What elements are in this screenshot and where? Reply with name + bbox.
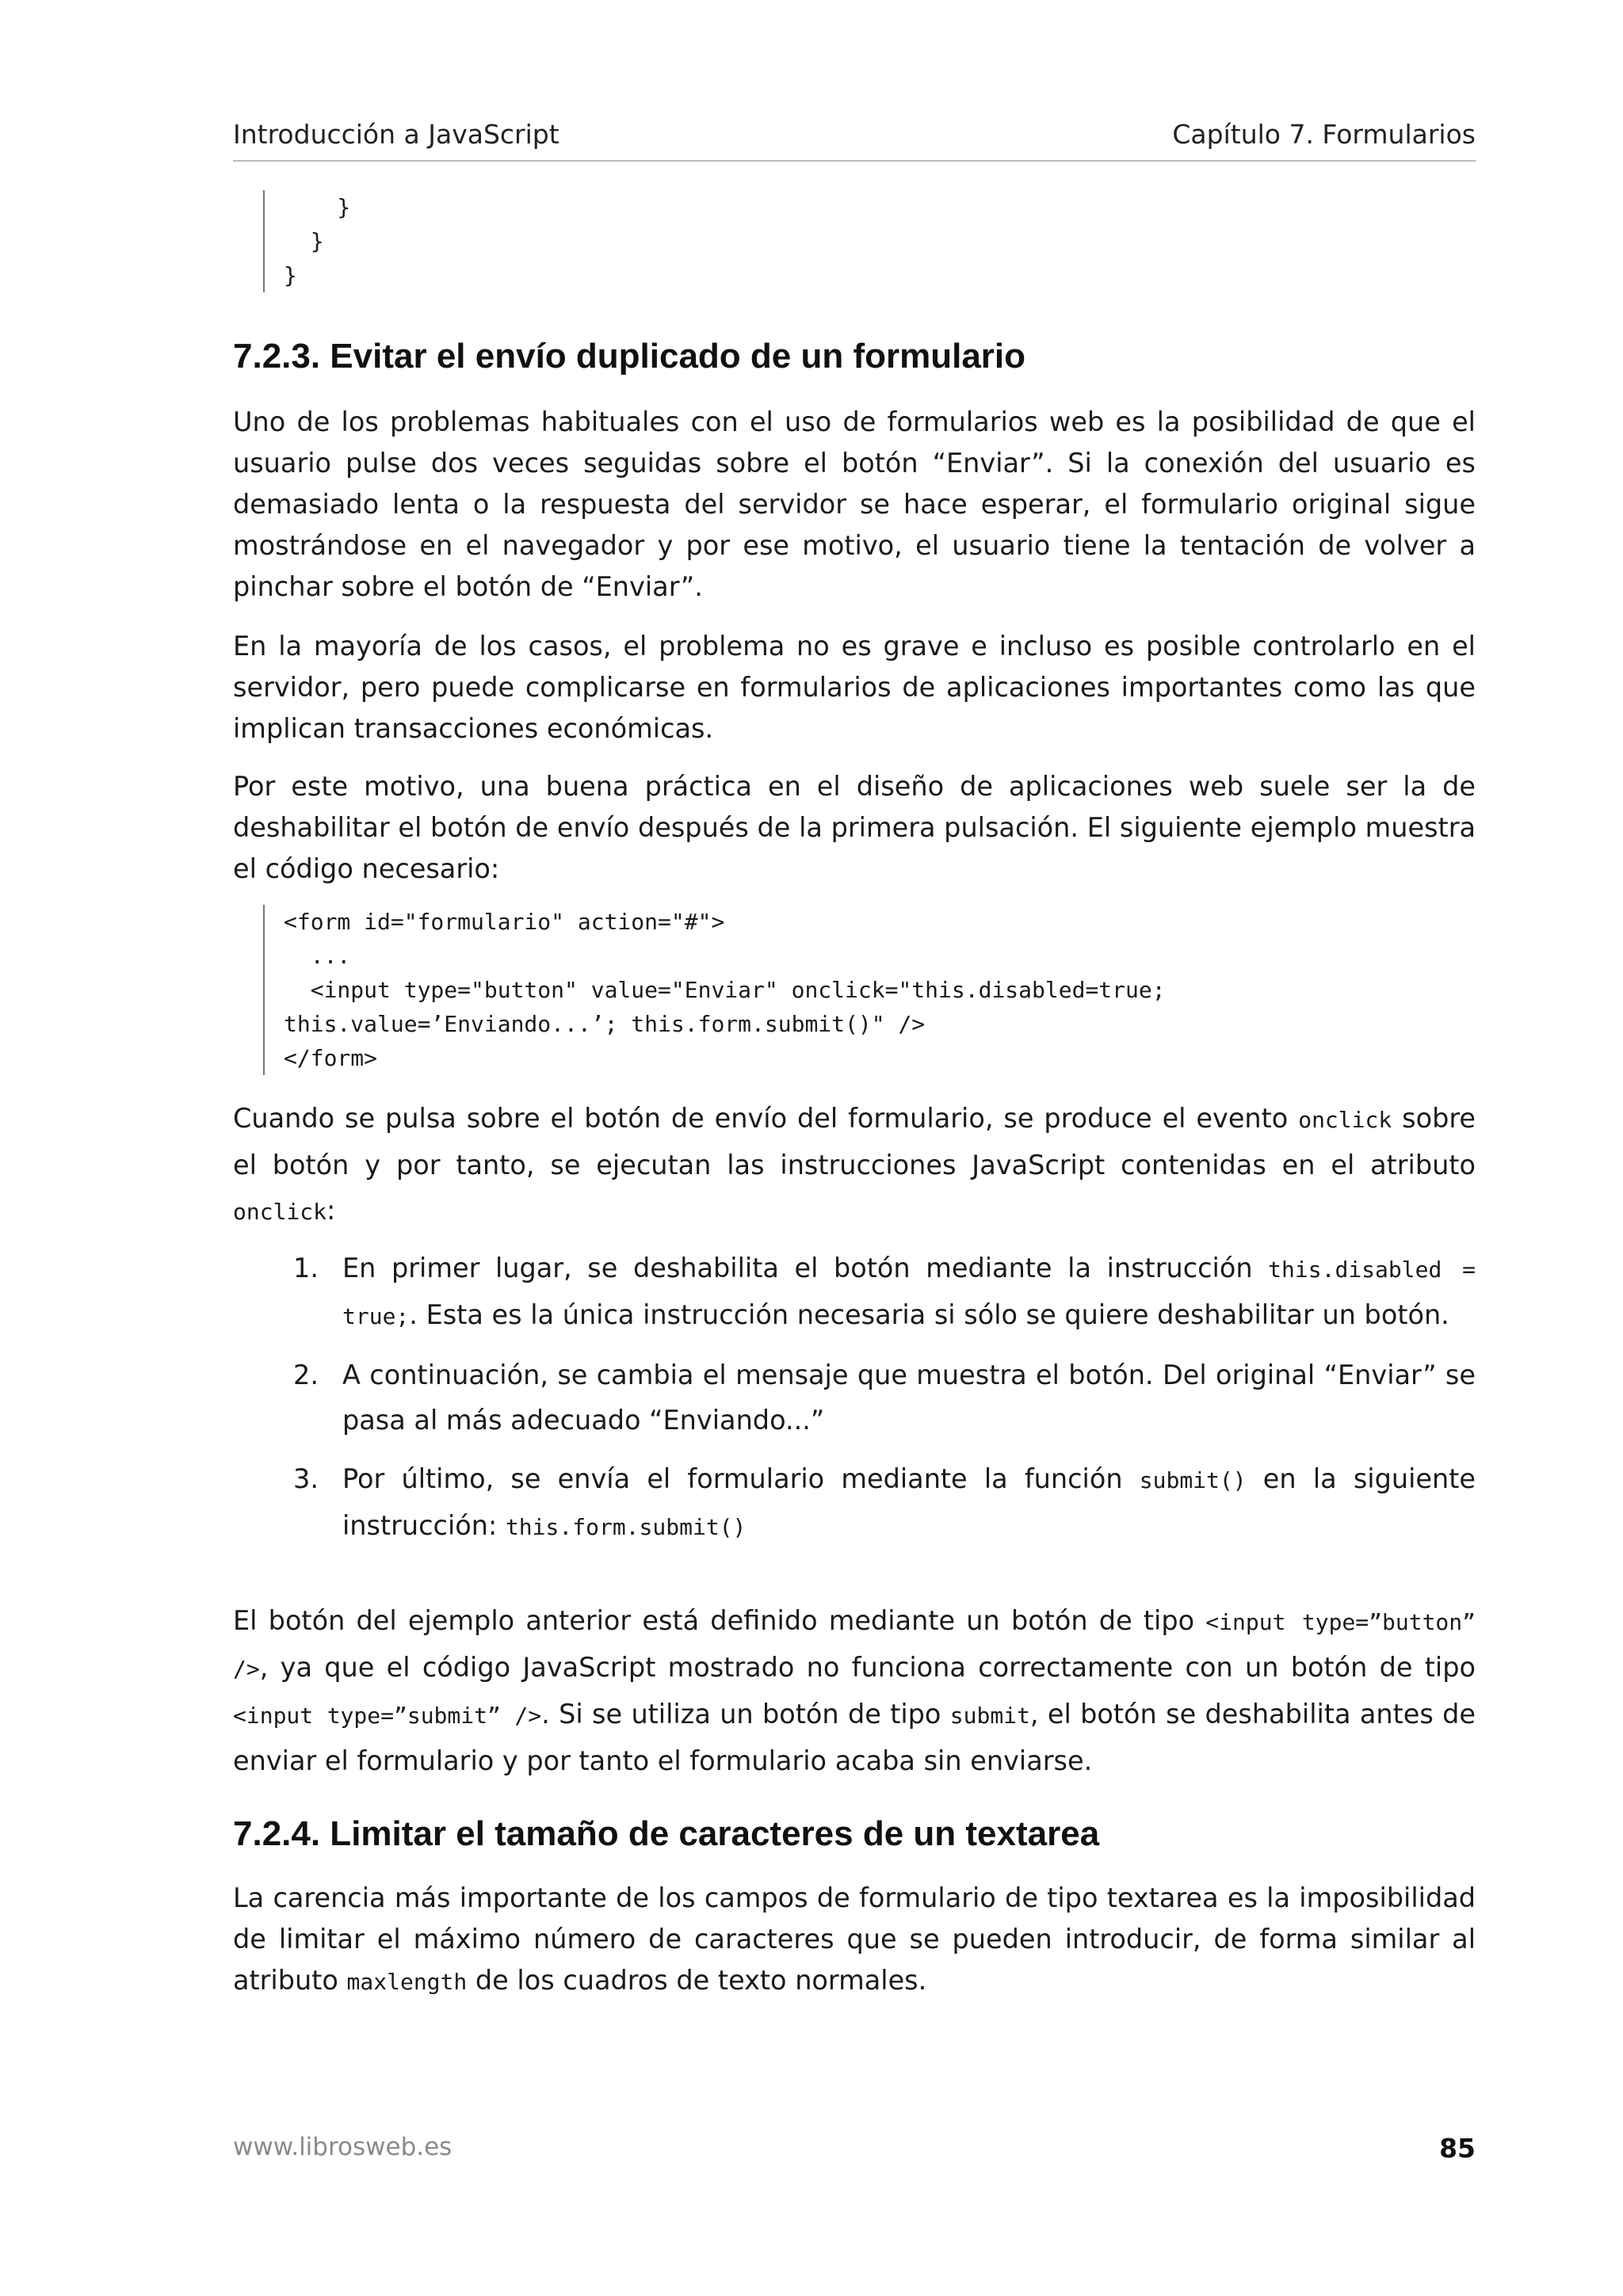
section-heading-7-2-4: 7.2.4. Limitar el tamaño de caracteres de un textarea [233, 1814, 1100, 1853]
paragraph: Cuando se pulsa sobre el botón de envío del formulario, se produce el evento onclick sobre el botón y por tanto, se ejecutan las instrucciones JavaScript contenidas en el atributo onclick: [233, 1103, 1476, 1226]
inline-code: this.form.submit() [505, 1514, 747, 1540]
inline-code: submit [949, 1703, 1030, 1729]
code-line: } [284, 262, 297, 288]
page-header [233, 119, 1476, 162]
paragraph: Por este motivo, una buena práctica en el diseño de aplicaciones web suele ser la de deshabilitar el botón de envío después de la primera pulsación. El siguiente ejemplo muestra el código necesario: [233, 771, 1476, 884]
list-item: 2. A continuación, se cambia el mensaje que muestra el botón. Del original “Enviar” se pasa al más adecuado “Enviando...” [233, 1352, 1476, 1443]
code-line: } [284, 194, 351, 220]
paragraph: Uno de los problemas habituales con el uso de formularios web es la posibilidad de que el usuario pulse dos veces seguidas sobre el botón “Enviar”. Si la conexión del usuario es demasiado lenta o la respuesta del servidor se hace esperar, el formulario original sigue mostrándose en el navegador y por ese motivo, el usuario tiene la tentación de volver a pinchar sobre el botón de “Enviar”. [233, 406, 1476, 602]
paragraph: En la mayoría de los casos, el problema no es grave e incluso es posible controlarlo en el servidor, pero puede complicarse en formularios de aplicaciones importantes como las que implican transacciones económicas. [233, 631, 1476, 744]
list-number: 2. [293, 1360, 319, 1390]
code-line: <input type="button" value="Enviar" onclick="this.disabled=true; [284, 977, 1166, 1003]
paragraph: El botón del ejemplo anterior está definido mediante un botón de tipo <input type=”button” />, ya que el código JavaScript mostrado no funciona correctamente con un botón de tipo <input type=”submit” />. Si se utiliza un botón de tipo submit, el botón se deshabilita antes de enviar el formulario y por tanto el formulario acaba sin enviarse. [233, 1605, 1476, 1776]
page-number: 85 [1439, 2133, 1476, 2164]
code-block-form [263, 905, 1166, 1075]
footer-site-link[interactable]: www.librosweb.es [233, 2133, 453, 2161]
list-item: 3. Por último, se envía el formulario mediante la función submit() en la siguiente instrucción: this.form.submit() [233, 1456, 1476, 1550]
inline-code: <input type=”submit” /> [233, 1703, 542, 1729]
list-number: 3. [293, 1463, 319, 1494]
inline-code: onclick [233, 1199, 327, 1225]
section-heading-7-2-3: 7.2.3. Evitar el envío duplicado de un formulario [233, 337, 1026, 376]
code-line: <form id="formulario" action="#"> [284, 909, 725, 935]
list-number: 1. [293, 1253, 319, 1283]
code-block-top [263, 190, 350, 292]
book-title: Introducción a JavaScript [233, 119, 559, 150]
chapter-title: Capítulo 7. Formularios [1172, 119, 1476, 150]
code-line: </form> [284, 1045, 378, 1071]
inline-code: <input type=”button” /> [233, 1609, 1476, 1682]
steps-list [233, 1245, 1476, 1563]
list-item: 1. En primer lugar, se deshabilita el botón mediante la instrucción this.disabled = true;. Esta es la única instrucción necesaria si sólo se quiere deshabilitar un botón. [233, 1245, 1476, 1339]
code-line: ... [284, 943, 351, 969]
inline-code: submit() [1139, 1467, 1247, 1493]
inline-code: maxlength [346, 1969, 468, 1995]
paragraph: La carencia más importante de los campos de formulario de tipo textarea es la imposibilidad de limitar el máximo número de caracteres que se pueden introducir, de forma similar al atributo maxlength de los cuadros de texto normales. [233, 1882, 1476, 1996]
code-line: this.value=’Enviando...’; this.form.submit()" /> [284, 1011, 926, 1037]
inline-code: onclick [1298, 1107, 1392, 1133]
inline-code: this.disabled = true; [342, 1257, 1476, 1329]
code-line: } [284, 228, 324, 254]
